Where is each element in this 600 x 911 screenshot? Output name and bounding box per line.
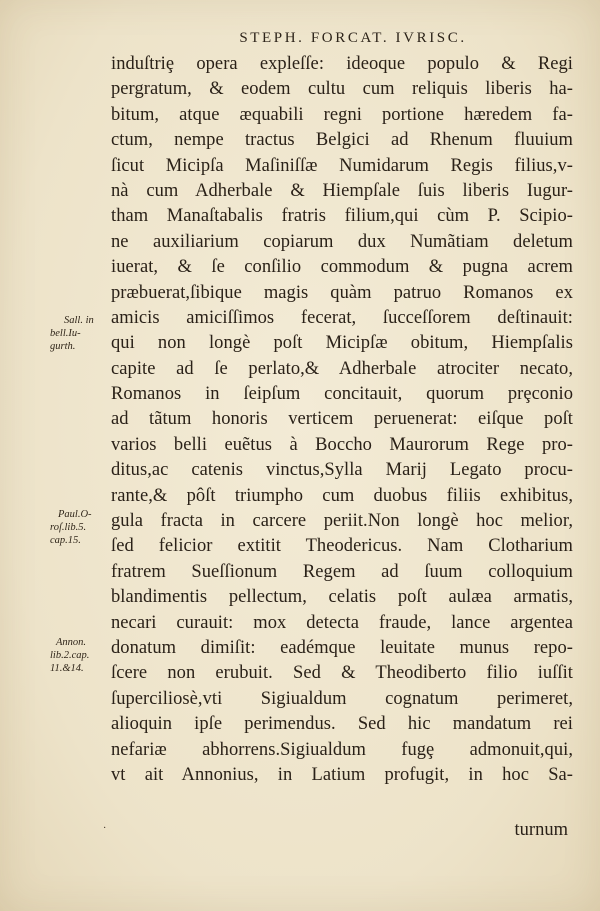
- text-line: donatum dimiſit: eadémque leuitate munus repo-: [111, 637, 573, 658]
- text-line: qui non longè poſt Micipſæ obitum, Hiempſalis: [111, 333, 573, 354]
- text-line: pergratum, & eodem cultu cum reliquis liberis ha-: [111, 79, 573, 100]
- text-line: ne auxiliarium copiarum dux Numãtiam deletum: [111, 231, 573, 252]
- main-text-block: [111, 52, 573, 788]
- text-line: bitum, atque æquabili regni portione hæredem fa-: [111, 104, 573, 125]
- text-line: rante,& pôſt triumpho cum duobus filiis exhibitus,: [111, 485, 573, 506]
- text-line: fratrem Sueſſionum Regem ad ſuum colloquium: [111, 561, 573, 582]
- margin-note-line: cap.15.: [50, 535, 81, 546]
- text-line: ſicut Micipſa Maſiniſſæ Numidarum Regis filius,v-: [111, 155, 573, 176]
- text-line: blandimentis pellectum, celatis poſt aulæa armatis,: [111, 587, 573, 608]
- margin-note-line: lib.2.cap.: [50, 650, 90, 661]
- running-title: STEPH. FORCAT. IVRISC.: [239, 30, 467, 46]
- text-line: ad tãtum honoris verticem peruenerat: eiſque poſt: [111, 409, 573, 430]
- margin-note-line: 11.&14.: [50, 663, 84, 674]
- margin-note-line: roſ.lib.5.: [50, 522, 87, 533]
- text-line: iuerat, & ſe conſilio commodum & pugna acrem: [111, 257, 573, 278]
- text-line: præbuerat,ſibique magis quàm patruo Romanos ex: [111, 282, 573, 303]
- text-line: tham Manaſtabalis fratris filium,qui cùm P. Scipio-: [111, 206, 573, 227]
- text-line: varios belli euẽtus à Boccho Maurorum Rege pro-: [111, 434, 573, 455]
- margin-note-line: gurth.: [50, 341, 76, 352]
- text-line: gula fracta in carcere periit.Non longè hoc melior,: [111, 511, 573, 532]
- text-line: induſtriȩ opera expleſſe: ideoque populo & Regi: [111, 54, 573, 74]
- text-line: ſuperciliosè,vti Sigiualdum cognatum perimeret,: [111, 688, 573, 709]
- text-line: amicis amiciſſimos fecerat, ſucceſſorem deſtinauit:: [111, 307, 573, 328]
- text-line: ditus,ac catenis vinctus,Sylla Marij Legato procu-: [111, 460, 573, 481]
- text-line: vt ait Annonius, in Latium profugit, in hoc Sa-: [111, 764, 573, 785]
- text-line: ſcere non erubuit. Sed & Theodiberto filio iuſſit: [111, 663, 573, 684]
- text-line: ctum, nempe tractus Belgici ad Rhenum fluuium: [111, 130, 573, 151]
- margin-note-orosius: [50, 508, 116, 547]
- text-line: Romanos in ſeipſum concitauit, quorum prȩconio: [111, 384, 573, 405]
- running-header: [188, 30, 518, 47]
- text-line: necari curauit: mox detecta fraude, lance argentea: [111, 612, 573, 633]
- text-line: alioquin ipſe perimendus. Sed hic mandatum rei: [111, 714, 573, 735]
- margin-note-line: Paul.O-: [58, 509, 92, 520]
- margin-note-line: Sall. in: [64, 315, 94, 326]
- margin-note-annonius: [50, 636, 116, 675]
- text-line: capite ad ſe perlato,& Adherbale atrociter necato,: [111, 358, 573, 379]
- text-line: nà cum Adherbale & Hiempſale ſuis liberis Iugur-: [111, 180, 573, 201]
- margin-note-line: Annon.: [56, 637, 87, 648]
- catchword: turnum: [514, 820, 568, 840]
- text-line: ſed felicior extitit Theodericus. Nam Clotharium: [111, 536, 573, 557]
- text-line: nefariæ abhorrens.Sigiualdum fugȩ admonuit,qui,: [111, 739, 573, 760]
- margin-note-sallust: [50, 314, 116, 353]
- stray-ink-mark: ·: [103, 823, 107, 834]
- margin-note-line: bell.Iu-: [50, 328, 81, 339]
